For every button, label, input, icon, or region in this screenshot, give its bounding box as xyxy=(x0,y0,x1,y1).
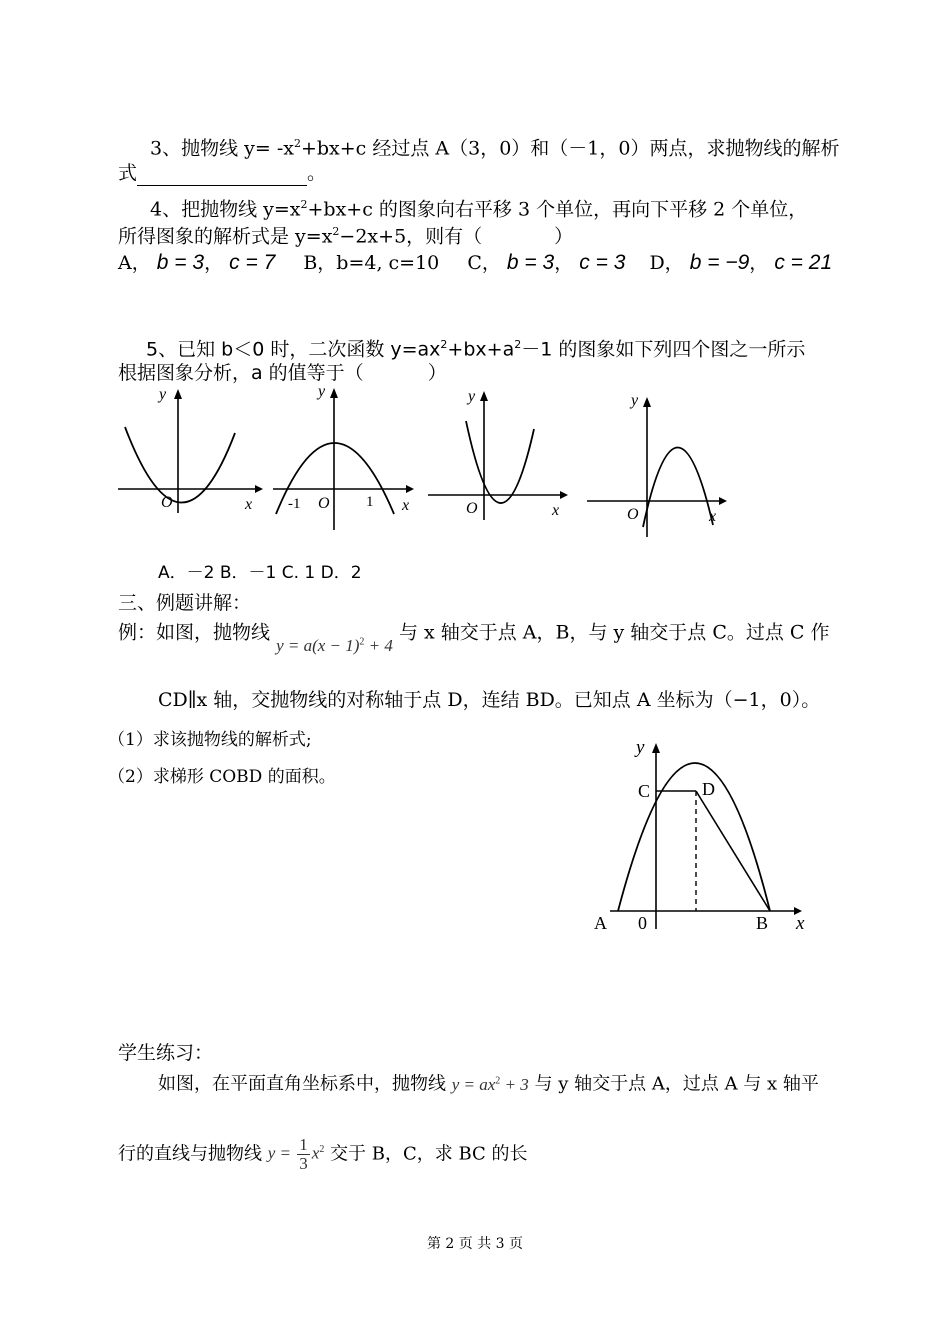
practice-line1-formula-text: y = ax xyxy=(451,1074,496,1094)
example-figure-d-label: D xyxy=(702,779,715,799)
q4-option-a-c: c = 7 xyxy=(229,251,276,274)
example-formula-text: y = a(x − 1) xyxy=(276,635,360,655)
practice-line1-a: 如图，在平面直角坐标系中，抛物线 xyxy=(158,1073,446,1095)
example-sub2-text: （2）求梯形 COBD 的面积。 xyxy=(108,767,336,787)
example-sub1-text: （1）求该抛物线的解析式; xyxy=(108,730,312,750)
q5-answers xyxy=(158,560,362,586)
practice-frac-num: 1 xyxy=(299,1135,308,1154)
example-figure-a-label: A xyxy=(594,913,607,933)
q4-option-c-label: C， xyxy=(467,252,501,274)
q3-text-a: 3、抛物线 y= -x xyxy=(150,137,294,160)
example-figure-c-label: C xyxy=(638,781,651,801)
practice-heading xyxy=(118,1040,213,1066)
q4-option-b: B，b=4, c=10 xyxy=(303,252,440,274)
q5-line2-b: ） xyxy=(427,362,447,384)
practice-line2-formula: y = $\frac{1}{3}$ $x^2$ xyxy=(267,1135,325,1173)
practice-line2-b: 交于 B，C，求 BC 的长 xyxy=(330,1143,528,1165)
q3-line2-prefix: 式 xyxy=(118,162,138,184)
q4-line2: 所得图象的解析式是 $y=x^2-2x+5$，则有（ ） xyxy=(118,225,574,248)
q5-graph-4 xyxy=(585,387,735,537)
practice-line1 xyxy=(158,1068,819,1098)
q5-graph-2-origin-label: O xyxy=(318,495,330,512)
q3-answer-blank[interactable] xyxy=(137,167,307,186)
q4-option-d-b: b = −9 xyxy=(689,251,750,274)
q4-text-b: +bx+c 的图象向右平移 3 个单位，再向下平移 2 个单位， xyxy=(307,198,808,221)
q5-graph-2-pos1-label: 1 xyxy=(366,494,374,510)
q4-option-d-c: c = 21 xyxy=(774,251,833,274)
q4-option-d-label: D， xyxy=(649,252,684,274)
q5-graph-3-origin-label: O xyxy=(466,500,478,517)
q3-line2-suffix: 。 xyxy=(307,162,327,184)
example-text-b: 与 x 轴交于点 A，B，与 y 轴交于点 C。过点 C 作 xyxy=(398,621,830,644)
q5-answers-text: A．－2 B．－1 C. 1 D．2 xyxy=(158,563,362,583)
example-line2-text: CD∥x 轴，交抛物线的对称轴于点 D，连结 BD。已知点 A 坐标为（−1，0）。 xyxy=(158,689,821,711)
q4-option-a-label: A， xyxy=(118,252,151,274)
q5-graph-4-origin-label: O xyxy=(627,506,639,523)
practice-line2-formula-post: x xyxy=(311,1143,320,1163)
q3-text-b: +bx+c 经过点 A（3，0）和（－1，0）两点，求抛物线的解析 xyxy=(300,137,840,160)
example-figure-y-label: y xyxy=(636,737,645,758)
practice-heading-text: 学生练习： xyxy=(118,1042,214,1064)
practice-line2-formula-pre: y = xyxy=(267,1143,292,1163)
q5-graph-1-y-label: y xyxy=(159,386,167,403)
q5-graph-3-y-label: y xyxy=(468,388,476,405)
q5-graph-3-x-label: x xyxy=(552,502,560,519)
q4-option-c-c: c = 3 xyxy=(579,251,626,274)
example-figure-x-label: x xyxy=(796,913,805,934)
q5-text-a: 5、已知 b＜0 时，二次函数 y=ax xyxy=(146,338,441,361)
q4-text-e: ） xyxy=(554,225,574,248)
q4-text-c: 所得图象的解析式是 y=x xyxy=(118,225,333,248)
page-footer-text: 第 2 页 共 3 页 xyxy=(426,1236,524,1252)
q4-text-d: −2x+5，则有（ xyxy=(339,225,483,248)
example-line2 xyxy=(158,687,820,713)
example-figure xyxy=(592,733,822,963)
q5-graph-2-y-label: y xyxy=(318,383,326,400)
practice-line2-a: 行的直线与抛物线 xyxy=(118,1143,262,1165)
q5-graph-3 xyxy=(426,385,576,525)
q5-graph-4-x-label: x xyxy=(709,508,717,525)
example-text-a: 例：如图，抛物线 xyxy=(118,621,271,644)
q5-graph-1 xyxy=(115,385,265,525)
q4-line1: 4、把抛物线 $y=x^2+bx+c$ 的图象向右平移 3 个单位，再向下平移 2 个单位， xyxy=(150,198,808,221)
q5-line1: 5、已知 b＜0 时，二次函数 $y=ax^2+bx+a^2-1$ 的图象如下列四个图之一所示 xyxy=(146,338,806,361)
q4-option-a-b: b = 3 xyxy=(156,251,205,274)
example-formula: $y = a(x - 1)^2 + 4$ xyxy=(276,635,393,655)
q5-graph-4-y-label: y xyxy=(631,392,639,409)
q5-text-b: +bx+a xyxy=(447,338,515,361)
section3-heading-text: 三、例题讲解： xyxy=(118,592,252,614)
q4-option-c-b: b = 3 xyxy=(506,251,555,274)
q5-graph-2 xyxy=(270,382,420,532)
practice-line1-formula: $y = ax^2 + 3$ xyxy=(451,1074,529,1094)
page-footer xyxy=(0,1233,950,1253)
q5-graph-1-x-label: x xyxy=(245,496,253,513)
example-sub2 xyxy=(108,764,336,790)
q4-text-a: 4、把抛物线 y=x xyxy=(150,198,301,221)
example-line1 xyxy=(118,617,830,655)
q5-text-c: －1 的图象如下列四个图之一所示 xyxy=(521,338,806,361)
q3-line2 xyxy=(118,160,326,186)
q4-options: A， b = 3， c = 7 B，b=4, c=10 C， b = 3， c = 3 D， b = −9， c = 21 xyxy=(118,251,833,274)
q5-graph-1-origin-label: O xyxy=(161,494,173,511)
section3-heading xyxy=(118,590,251,616)
q3-line1: 3、抛物线 $y= -x^2+bx+c$ 经过点 A（3，0）和（－1，0）两点，求抛物线的解析 xyxy=(150,137,840,160)
example-figure-b-label: B xyxy=(756,913,769,933)
q5-line2-a: 根据图象分析，a 的值等于（ xyxy=(118,362,364,384)
q5-graph-2-neg1-label: -1 xyxy=(288,496,301,512)
example-sub1 xyxy=(108,727,312,753)
example-figure-o-label: 0 xyxy=(638,913,647,933)
practice-line2 xyxy=(118,1136,528,1173)
practice-line1-b: 与 y 轴交于点 A，过点 A 与 x 轴平 xyxy=(534,1073,819,1095)
practice-frac-den: 3 xyxy=(299,1154,308,1173)
q5-graph-2-x-label: x xyxy=(402,497,410,514)
